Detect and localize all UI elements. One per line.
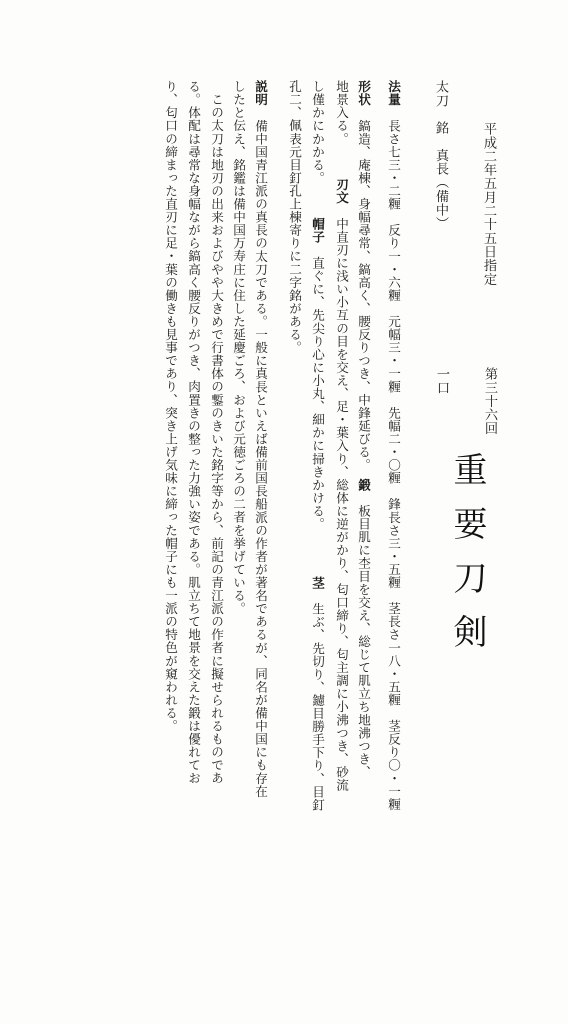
session-number: 第三十六回 (482, 367, 497, 436)
sunagashi-text: し僅かにかかる。 (310, 80, 325, 179)
houryou-row (386, 80, 399, 811)
boushi-text: 直ぐに、先尖り心に小丸、細かに掃きかける。 (310, 256, 325, 525)
houryou-text: 長さ七三・二糎 反り一・六糎 元幅三・一糎 先幅二・〇糎 鋒長さ三・五糎 茎長さ一八・五糎 茎反り〇・一糎 (386, 119, 401, 811)
nakago-cont-row: 孔二、佩表元目釘孔上棟寄りに二字銘がある。 (287, 80, 302, 355)
setsumei-line-2: したと伝え、銘鑑は備中国万寿庄に住した延慶ごろ、および元徳ごろの二者を挙げている。 (231, 80, 246, 616)
keijou-text: 鎬造、庵棟、身幅尋常、鎬高く、腰反りつき、中鋒延びる。 (356, 119, 371, 466)
page-title: 重要刀剣 (447, 452, 487, 668)
designation-date: 平成二年五月二十五日指定 (481, 122, 496, 286)
setsumei-line-5: り、匂口の締まった直刃に足・葉の働きも見事であり、突き上げ気味に締った帽子にも一派の特色が窺われる。 (163, 80, 178, 733)
setsumei-row-1 (253, 80, 266, 798)
hamon-heading: 刃文 (334, 178, 349, 205)
nakago-heading: 茎 (310, 576, 325, 590)
jikei-text: 地景入る。 (334, 80, 349, 139)
setsumei-line-4: る。体配は尋常な身幅ながら鎬高く腰反りがつき、肉置きの整った力強い姿である。肌立ちて地景を交えた鍛は優れてお (186, 80, 201, 785)
nakago-text: 生ぶ、先切り、鑢目勝手下り、目釘 (310, 602, 325, 812)
setsumei-line-3: この太刀は地刃の出来およびやや大きめで行書体の鏨のきいた銘字等から、前記の青江派の作者に擬せられるものであ (209, 80, 224, 785)
boushi-row (310, 80, 323, 811)
keijou-heading: 形状 (356, 80, 371, 107)
kitae-text: 板目肌に杢目を交え、総じて肌立ち地沸つき、 (356, 504, 371, 779)
setsumei-line-1: 備中国青江派の真長の太刀である。一般に真長といえば備前国長船派の作者が著名であるが、同名が備中国にも存在 (253, 119, 268, 798)
hamon-text: 中直刃に浅い小互の目を交え、足・葉入り、総体に逆がかり、匂口締り、匂主調に小沸つき、砂流 (334, 217, 349, 792)
hamon-row (334, 80, 347, 791)
setsumei-heading: 説明 (253, 80, 268, 107)
boushi-heading: 帽子 (310, 217, 325, 244)
keijou-row (356, 80, 369, 778)
item-count: 一口 (434, 367, 449, 395)
kitae-heading: 鍛 (356, 478, 371, 492)
houryou-heading: 法量 (386, 80, 401, 107)
sword-name: 太刀 銘 真長（備中） (433, 80, 448, 231)
